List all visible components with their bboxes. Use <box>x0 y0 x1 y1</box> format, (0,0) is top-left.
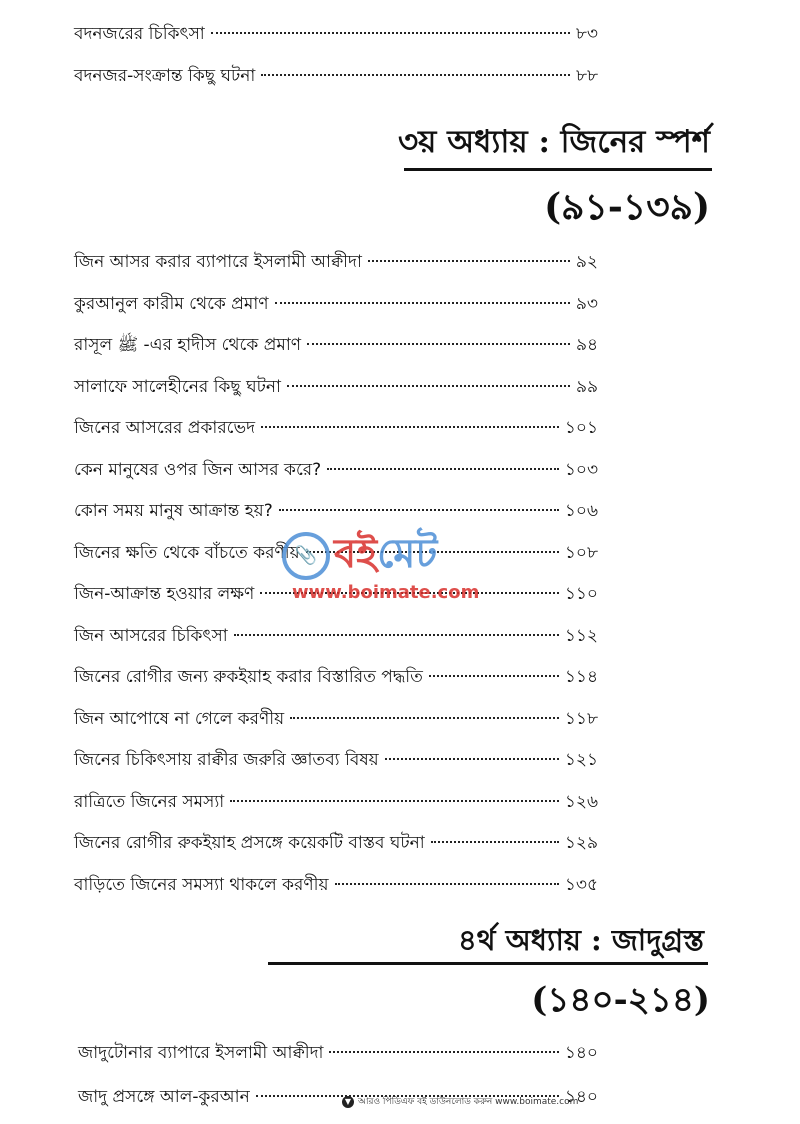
chapter-3-page-range: (৯১-১৩৯) <box>544 186 710 228</box>
dot-leader <box>230 800 559 802</box>
toc-row <box>74 416 598 440</box>
toc-title: কোন সময় মানুষ আক্রান্ত হয়? <box>74 501 273 521</box>
toc-page: ১০৩ <box>564 459 598 480</box>
toc-row <box>74 292 598 316</box>
toc-row <box>74 790 598 814</box>
toc-row <box>74 665 598 689</box>
dot-leader <box>279 509 559 511</box>
toc-page: ৯২ <box>575 252 598 272</box>
toc-page: ৯৩ <box>575 293 598 314</box>
footer-note <box>342 1094 578 1109</box>
toc-title: জিন আসর করার ব্যাপারে ইসলামী আক্বীদা <box>74 252 362 272</box>
chapter-4-rule <box>268 962 708 965</box>
toc-page: ১০৬ <box>564 501 598 521</box>
toc-title: জিনের রোগীর জন্য রুকইয়াহ করার বিস্তারিত পদ্ধতি <box>74 667 423 687</box>
toc-row <box>74 22 598 46</box>
toc-page: ১৪০ <box>564 1087 598 1107</box>
toc-row <box>74 541 598 565</box>
toc-title: জিন-আক্রান্ত হওয়ার লক্ষণ <box>74 584 255 604</box>
dot-leader <box>329 1051 558 1053</box>
toc-page: ১৪০ <box>564 1043 598 1063</box>
watermark-url: www.boimate.com <box>292 582 480 603</box>
toc-page: ১১২ <box>564 625 598 646</box>
dot-leader <box>260 592 559 594</box>
toc-title: জিন আপোষে না গেলে করণীয় <box>74 708 285 729</box>
paperclip-icon: 📎 <box>282 532 330 580</box>
download-icon: ▼ <box>342 1096 354 1108</box>
chapter-4-heading: ৪র্থ অধ্যায় : জাদুগ্রস্ত <box>457 923 704 957</box>
toc-page: ৮৮ <box>575 66 598 86</box>
dot-leader <box>368 260 570 262</box>
toc-page: ১১৮ <box>564 708 598 729</box>
toc-page: ১১৪ <box>564 667 598 687</box>
toc-title: বদনজরের চিকিৎসা <box>74 24 205 44</box>
toc-title: কুরআনুল কারীম থেকে প্রমাণ <box>74 293 269 314</box>
dot-leader <box>429 675 559 677</box>
watermark-logo-text-2: মেট <box>377 531 438 577</box>
toc-row <box>74 64 598 88</box>
watermark-logo-text-1: বই <box>334 531 378 577</box>
toc-row <box>74 624 598 648</box>
dot-leader <box>335 883 559 885</box>
toc-title: জিনের রোগীর রুকইয়াহ প্রসঙ্গে কয়েকটি বাস্তব ঘটনা <box>74 833 425 853</box>
dot-leader <box>431 841 559 843</box>
dot-leader <box>275 302 570 304</box>
dot-leader <box>385 758 559 760</box>
toc-title: সালাফে সালেহীনের কিছু ঘটনা <box>74 376 281 397</box>
toc-row <box>74 333 598 357</box>
toc-page: ৯৪ <box>575 335 598 355</box>
toc-page: ১০৮ <box>564 542 598 563</box>
toc-title: বদনজর-সংক্রান্ত কিছু ঘটনা <box>74 66 256 86</box>
toc-row <box>74 458 598 482</box>
toc-title: বাড়িতে জিনের সমস্যা থাকলে করণীয় <box>74 874 329 895</box>
dot-leader <box>234 634 559 636</box>
chapter-3-heading: ৩য় অধ্যায় : জিনের স্পর্শ <box>397 124 710 160</box>
dot-leader <box>307 343 570 345</box>
toc-page: ১২৬ <box>564 791 598 812</box>
dot-leader <box>261 74 570 76</box>
toc-page: ১১০ <box>564 584 598 604</box>
toc-title: জিনের চিকিৎসায় রাক্বীর জরুরি জ্ঞাতব্য বিষয় <box>74 750 379 770</box>
toc-row <box>74 582 598 606</box>
toc-page: ১৩৫ <box>564 874 598 895</box>
dot-leader <box>287 385 570 387</box>
toc-page: ৯৯ <box>575 376 598 397</box>
toc-title: জিন আসরের চিকিৎসা <box>74 625 228 646</box>
toc-row <box>74 831 598 855</box>
toc-page: ১২৯ <box>564 833 598 853</box>
toc-page: ১২১ <box>564 750 598 770</box>
toc-row <box>74 873 598 897</box>
toc-page: ১০১ <box>564 418 598 438</box>
toc-row <box>74 748 598 772</box>
toc-row <box>74 499 598 523</box>
chapter-4-page-range: (১৪০-২১৪) <box>531 980 710 1020</box>
toc-row <box>74 707 598 731</box>
toc-page: ৮৩ <box>575 24 598 44</box>
toc-title: জাদুটোনার ব্যাপারে ইসলামী আক্বীদা <box>78 1043 324 1063</box>
toc-title: কেন মানুষের ওপর জিন আসর করে? <box>74 459 322 480</box>
dot-leader <box>261 426 559 428</box>
toc-title: রাত্রিতে জিনের সমস্যা <box>74 791 225 812</box>
dot-leader <box>327 468 559 470</box>
toc-row <box>78 1041 598 1065</box>
toc-title: রাসূল ﷺ -এর হাদীস থেকে প্রমাণ <box>74 335 302 355</box>
toc-title: জিনের ক্ষতি থেকে বাঁচতে করণীয় <box>74 542 300 563</box>
toc-title: জিনের আসরের প্রকারভেদ <box>74 418 256 438</box>
dot-leader <box>290 717 559 719</box>
toc-title: জাদু প্রসঙ্গে আল-কুরআন <box>78 1087 250 1107</box>
chapter-3-rule <box>404 168 712 171</box>
dot-leader <box>211 32 570 34</box>
footer-text: আরও পিডিএফ বই ডাউনলোড করুন www.boimate.com <box>358 1097 579 1107</box>
toc-row <box>74 375 598 399</box>
toc-row <box>74 250 598 274</box>
dot-leader <box>306 551 559 553</box>
